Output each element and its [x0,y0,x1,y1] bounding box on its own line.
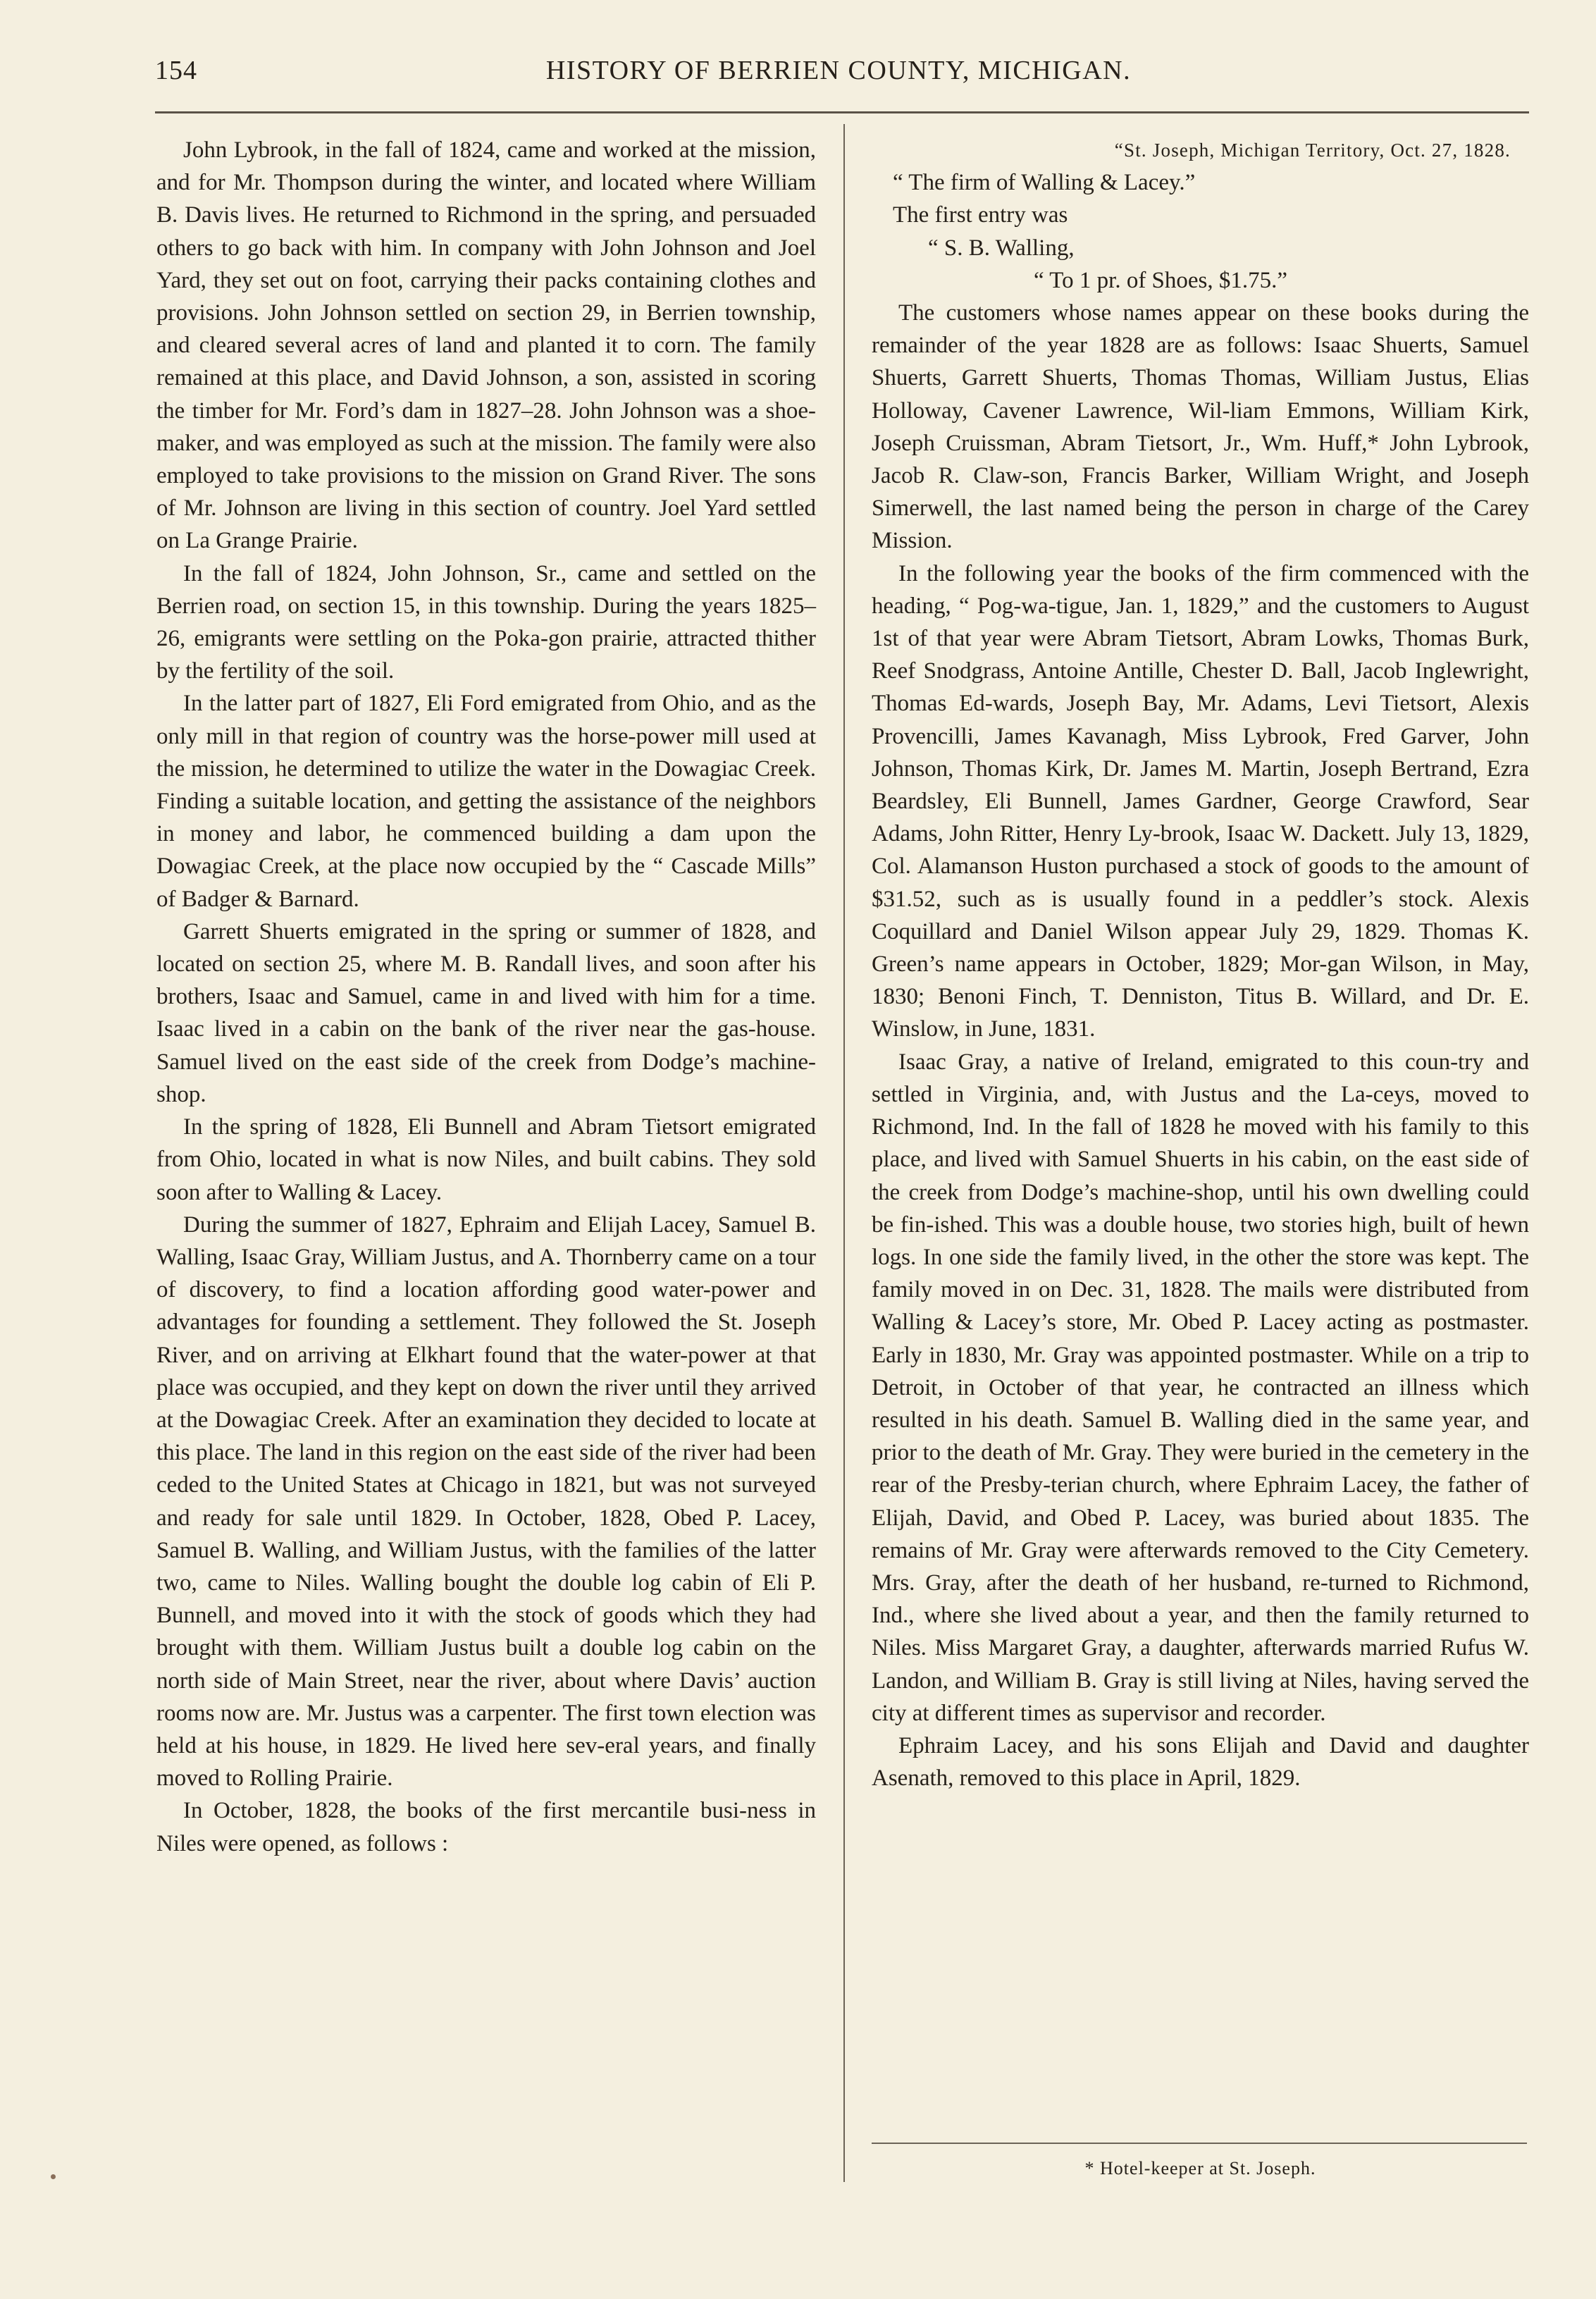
paragraph: In the spring of 1828, Eli Bunnell and Abram Tietsort emigrated from Ohio, located in what is now Niles, and built cabins. They sold soon after to Walling & Lacey. [156,1114,816,1205]
running-title: HISTORY OF BERRIEN COUNTY, MICHIGAN. [545,56,1132,85]
column-divider [843,124,845,2182]
paper-speck [51,2174,56,2179]
paragraph: During the summer of 1827, Ephraim and Elijah Lacey, Samuel B. Walling, Isaac Gray, William Justus, and A. Thornberry came on a tour of discovery, to find a location affording good water-power and advantages for founding a settlement. They followed the St. Joseph River, and on arriving at Elkhart found that the water-power at that place was occupied, and they kept on down the river until they arrived at the Dowagiac Creek. After an examination they decided to locate at this place. The land in this region on the east side of the river had been ceded to the United States at Chicago in 1821, but was not surveyed and ready for sale until 1829. In October, 1828, Obed P. Lacey, Samuel B. Walling, and William Justus, with the families of the latter two, came to Niles. Walling bought the double log cabin of Eli P. Bunnell, and moved into it with the stock of goods which they had brought with them. William Justus built a double log cabin on the north side of Main Street, near the river, about where Davis’ auction rooms now are. Mr. Justus was a carpenter. The first town election was held at his house, in 1829. He lived here sev-eral years, and finally moved to Rolling Prairie. [156,1212,816,1792]
entry-name: “ S. B. Walling, [928,235,1075,261]
right-column [872,134,1529,1794]
footnote: * Hotel-keeper at St. Joseph. [1084,2158,1316,2178]
header-rule [155,111,1529,113]
paragraph: John Lybrook, in the fall of 1824, came and worked at the mission, and for Mr. Thompson during the winter, and located where William B. Davis lives. He returned to Richmond in the spring, and persuaded others to go back with him. In company with John Johnson and Joel Yard, they set out on foot, carrying their packs containing clothes and provisions. John Johnson settled on section 29, in Berrien township, and cleared several acres of land and planted it to corn. The family remained at this place, and David Johnson, a son, assisted in scoring the timber for Mr. Ford’s dam in 1827–28. John Johnson was a shoe-maker, and was employed as such at the mission. The family were also employed to take provisions to the mission on Grand River. The sons of Mr. Johnson are living in this section of country. Joel Yard settled on La Grange Prairie. [156,137,816,554]
letter-firm: “ The firm of Walling & Lacey.” [893,170,1196,196]
left-column [156,134,816,1860]
paragraph: Ephraim Lacey, and his sons Elijah and David and daughter Asenath, removed to this place in April, 1829. [872,1732,1529,1792]
paragraph: In October, 1828, the books of the first mercantile busi-ness in Niles were opened, as follows : [156,1798,816,1856]
page-header [155,55,1522,104]
page-number: 154 [155,56,197,85]
paragraph: The customers whose names appear on these books during the remainder of the year 1828 are as follows: Isaac Shuerts, Samuel Shuerts, Garrett Shuerts, Thomas Thomas, William Justus, Elias Holloway, Cavener Lawrence, Wil-liam Emmons, William Kirk, Joseph Cruissman, Abram Tietsort, Jr., Wm. Huff,* John Lybrook, Jacob R. Claw-son, Francis Barker, William Wright, and Joseph Simerwell, the last named being the person in charge of the Carey Mission. [872,300,1529,554]
paragraph: Garrett Shuerts emigrated in the spring or summer of 1828, and located on section 25, where M. B. Randall lives, and soon after his brothers, Isaac and Samuel, came in and lived with him for a time. Isaac lived in a cabin on the bank of the river near the gas-house. Samuel lived on the east side of the creek from Dodge’s machine-shop. [156,918,816,1107]
paragraph: In the fall of 1824, John Johnson, Sr., came and settled on the Berrien road, on section 15, in this township. During the years 1825–26, emigrants were settling on the Poka-gon prairie, attracted thither by the fertility of the soil. [156,560,816,684]
entry-intro: The first entry was [893,202,1068,228]
paragraph: In the following year the books of the firm commenced with the heading, “ Pog-wa-tigue, Jan. 1, 1829,” and the customers to August 1st of that year were Abram Tietsort, Abram Lowks, Thomas Burk, Reef Snodgrass, Antoine Antille, Chester D. Ball, Jacob Inglewright, Thomas Ed-wards, Joseph Bay, Mr. Adams, Levi Tietsort, Alexis Provencilli, James Kavanagh, Miss Lybrook, Fred Garver, John Johnson, Thomas Kirk, Dr. James M. Martin, Joseph Bertrand, Ezra Beardsley, Eli Bunnell, James Gardner, George Crawford, Sear Adams, John Ritter, Henry Ly-brook, Isaac W. Dackett. July 13, 1829, Col. Alamanson Huston purchased a stock of goods to the amount of $31.52, such as is usually found in a peddler’s stock. Alexis Coquillard and Daniel Wilson appear July 29, 1829. Thomas K. Green’s name appears in October, 1829; Mor-gan Wilson, in May, 1830; Benoni Finch, T. Denniston, Titus B. Willard, and Dr. E. Winslow, in June, 1831. [872,560,1529,1042]
letter-dateline: “St. Joseph, Michigan Territory, Oct. 27, 1828. [1114,140,1511,161]
entry-item: “ To 1 pr. of Shoes, $1.75.” [1034,267,1288,293]
paragraph: Isaac Gray, a native of Ireland, emigrated to this coun-try and settled in Virginia, and, with Justus and the La-ceys, moved to Richmond, Ind. In the fall of 1828 he moved with his family to this place, and lived with Samuel Shuerts in his cabin, on the east side of the creek from Dodge’s machine-shop, until his own dwelling could be fin-ished. This was a double house, two stories high, built of hewn logs. In one side the family lived, in the other the store was kept. The family moved in on Dec. 31, 1828. The mails were distributed from Walling & Lacey’s store, Mr. Obed P. Lacey acting as postmaster. Early in 1830, Mr. Gray was appointed postmaster. While on a trip to Detroit, in October of that year, he contracted an illness which resulted in his death. Samuel B. Walling died in the same year, and prior to the death of Mr. Gray. They were buried in the cemetery in the rear of the Presby-terian church, where Ephraim Lacey, the father of Elijah, David, and Obed P. Lacey, was buried about 1835. The remains of Mr. Gray were afterwards removed to the City Cemetery. Mrs. Gray, after the death of her husband, re-turned to Richmond, Ind., where she lived about a year, and then the family returned to Niles. Miss Margaret Gray, a daughter, afterwards married Rufus W. Landon, and William B. Gray is still living at Niles, having served the city at different times as supervisor and recorder. [872,1049,1529,1726]
paragraph: In the latter part of 1827, Eli Ford emigrated from Ohio, and as the only mill in that region of country was the horse-power mill used at the mission, he determined to utilize the water in the Dowagiac Creek. Finding a suitable location, and getting the assistance of the neighbors in money and labor, he commenced building a dam upon the Dowagiac Creek, at the place now occupied by the “ Cascade Mills” of Badger & Barnard. [156,691,816,912]
footnote-rule [872,2143,1527,2144]
